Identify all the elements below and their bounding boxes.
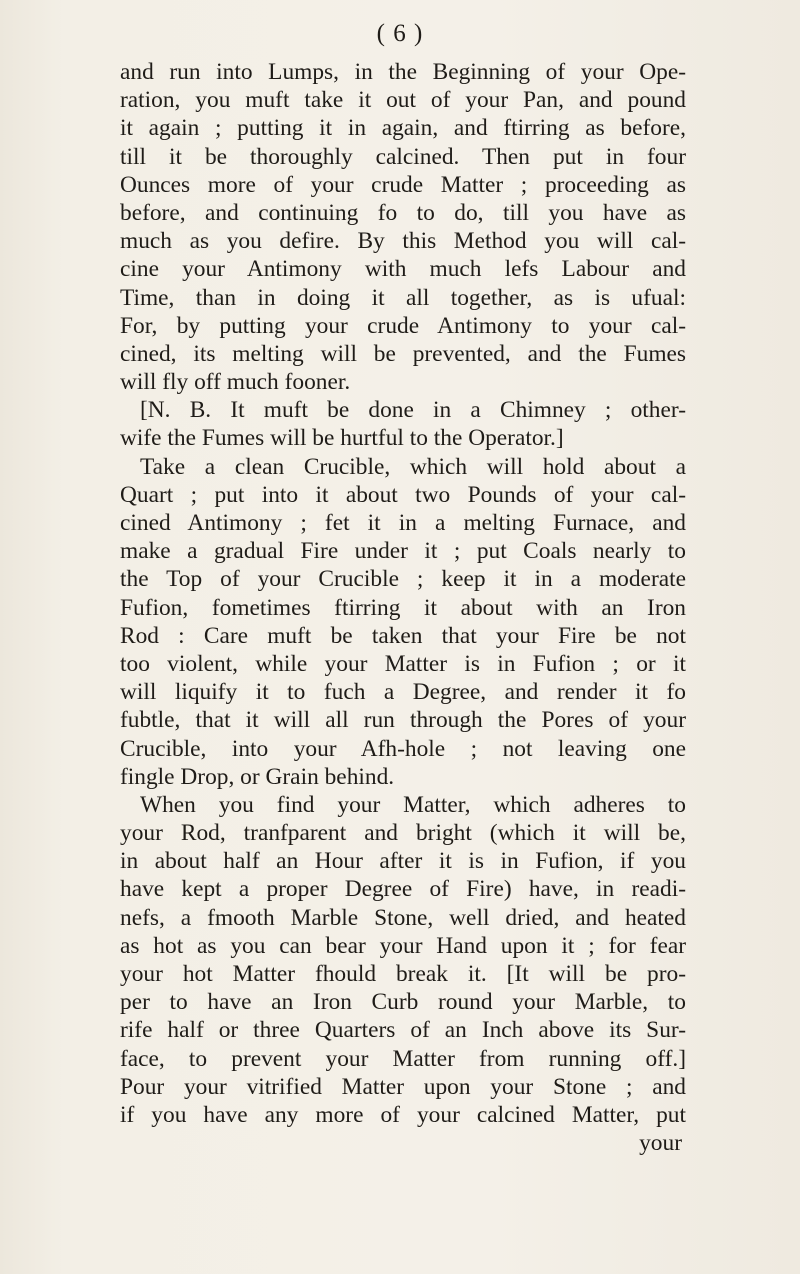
text-line: will liquify it to fuch a Degree, and render it fo	[120, 679, 686, 706]
text-line: till it be thoroughly calcined. Then put in four	[120, 143, 686, 170]
text-line: per to have an Iron Curb round your Marble, to	[120, 989, 686, 1016]
text-line: have kept a proper Degree of Fire) have, in readi-	[120, 876, 686, 903]
text-line: Ounces more of your crude Matter ; proceeding as	[120, 171, 686, 198]
text-line: Crucible, into your Afh-hole ; not leaving one	[120, 735, 686, 762]
text-line: When you find your Matter, which adheres to	[140, 791, 686, 818]
text-line: much as you defire. By this Method you will cal-	[120, 228, 686, 255]
text-line: [N. B. It muft be done in a Chimney ; other-	[140, 397, 686, 424]
text-line: nefs, a fmooth Marble Stone, well dried, and heated	[120, 904, 686, 931]
text-line: cined Antimony ; fet it in a melting Furnace, and	[120, 510, 686, 536]
text-line: as hot as you can bear your Hand upon it ; for fear	[120, 932, 686, 959]
text-line: if you have any more of your calcined Matter, put	[120, 1101, 686, 1128]
text-line: wife the Fumes will be hurtful to the Operator.]	[120, 425, 564, 452]
text-line: make a gradual Fire under it ; put Coals nearly to	[120, 538, 686, 565]
text-line: For, by putting your crude Antimony to your cal-	[120, 312, 686, 339]
text-line: and run into Lumps, in the Beginning of your Ope-	[120, 59, 686, 85]
text-line: your Rod, tranfparent and bright (which it will be,	[120, 820, 686, 847]
body-text	[120, 58, 686, 1157]
text-line: your hot Matter fhould break it. [It will be pro-	[120, 961, 686, 987]
text-line: it again ; putting it in again, and ftirring as before,	[120, 115, 686, 142]
text-line: Time, than in doing it all together, as is ufual:	[120, 284, 686, 311]
text-line: Fufion, fometimes ftirring it about with an Iron	[120, 594, 686, 621]
text-line: Quart ; put into it about two Pounds of your cal-	[120, 481, 686, 508]
text-line: Pour your vitrified Matter upon your Stone ; and	[120, 1073, 686, 1100]
text-line: Take a clean Crucible, which will hold about a	[140, 453, 686, 480]
text-line: the Top of your Crucible ; keep it in a moderate	[120, 566, 686, 593]
text-line: rife half or three Quarters of an Inch above its Sur-	[120, 1017, 686, 1044]
page-number: ( 6 )	[376, 20, 424, 47]
text-line: before, and continuing fo to do, till you have as	[120, 199, 686, 226]
text-line: cined, its melting will be prevented, and the Fumes	[120, 340, 686, 367]
catchword: your	[639, 1130, 682, 1157]
text-line: too violent, while your Matter is in Fufion ; or it	[120, 650, 686, 677]
text-line: face, to prevent your Matter from running off.]	[120, 1045, 686, 1072]
text-line: Rod : Care muft be taken that your Fire be not	[120, 622, 686, 649]
text-line: cine your Antimony with much lefs Labour and	[120, 256, 686, 283]
text-line: will fly off much fooner.	[120, 369, 351, 396]
text-line: fubtle, that it will all run through the Pores of your	[120, 707, 686, 734]
text-line: in about half an Hour after it is in Fufion, if you	[120, 848, 686, 875]
text-line: fingle Drop, or Grain behind.	[120, 763, 395, 790]
text-line: ration, you muft take it out of your Pan, and pound	[120, 87, 686, 114]
